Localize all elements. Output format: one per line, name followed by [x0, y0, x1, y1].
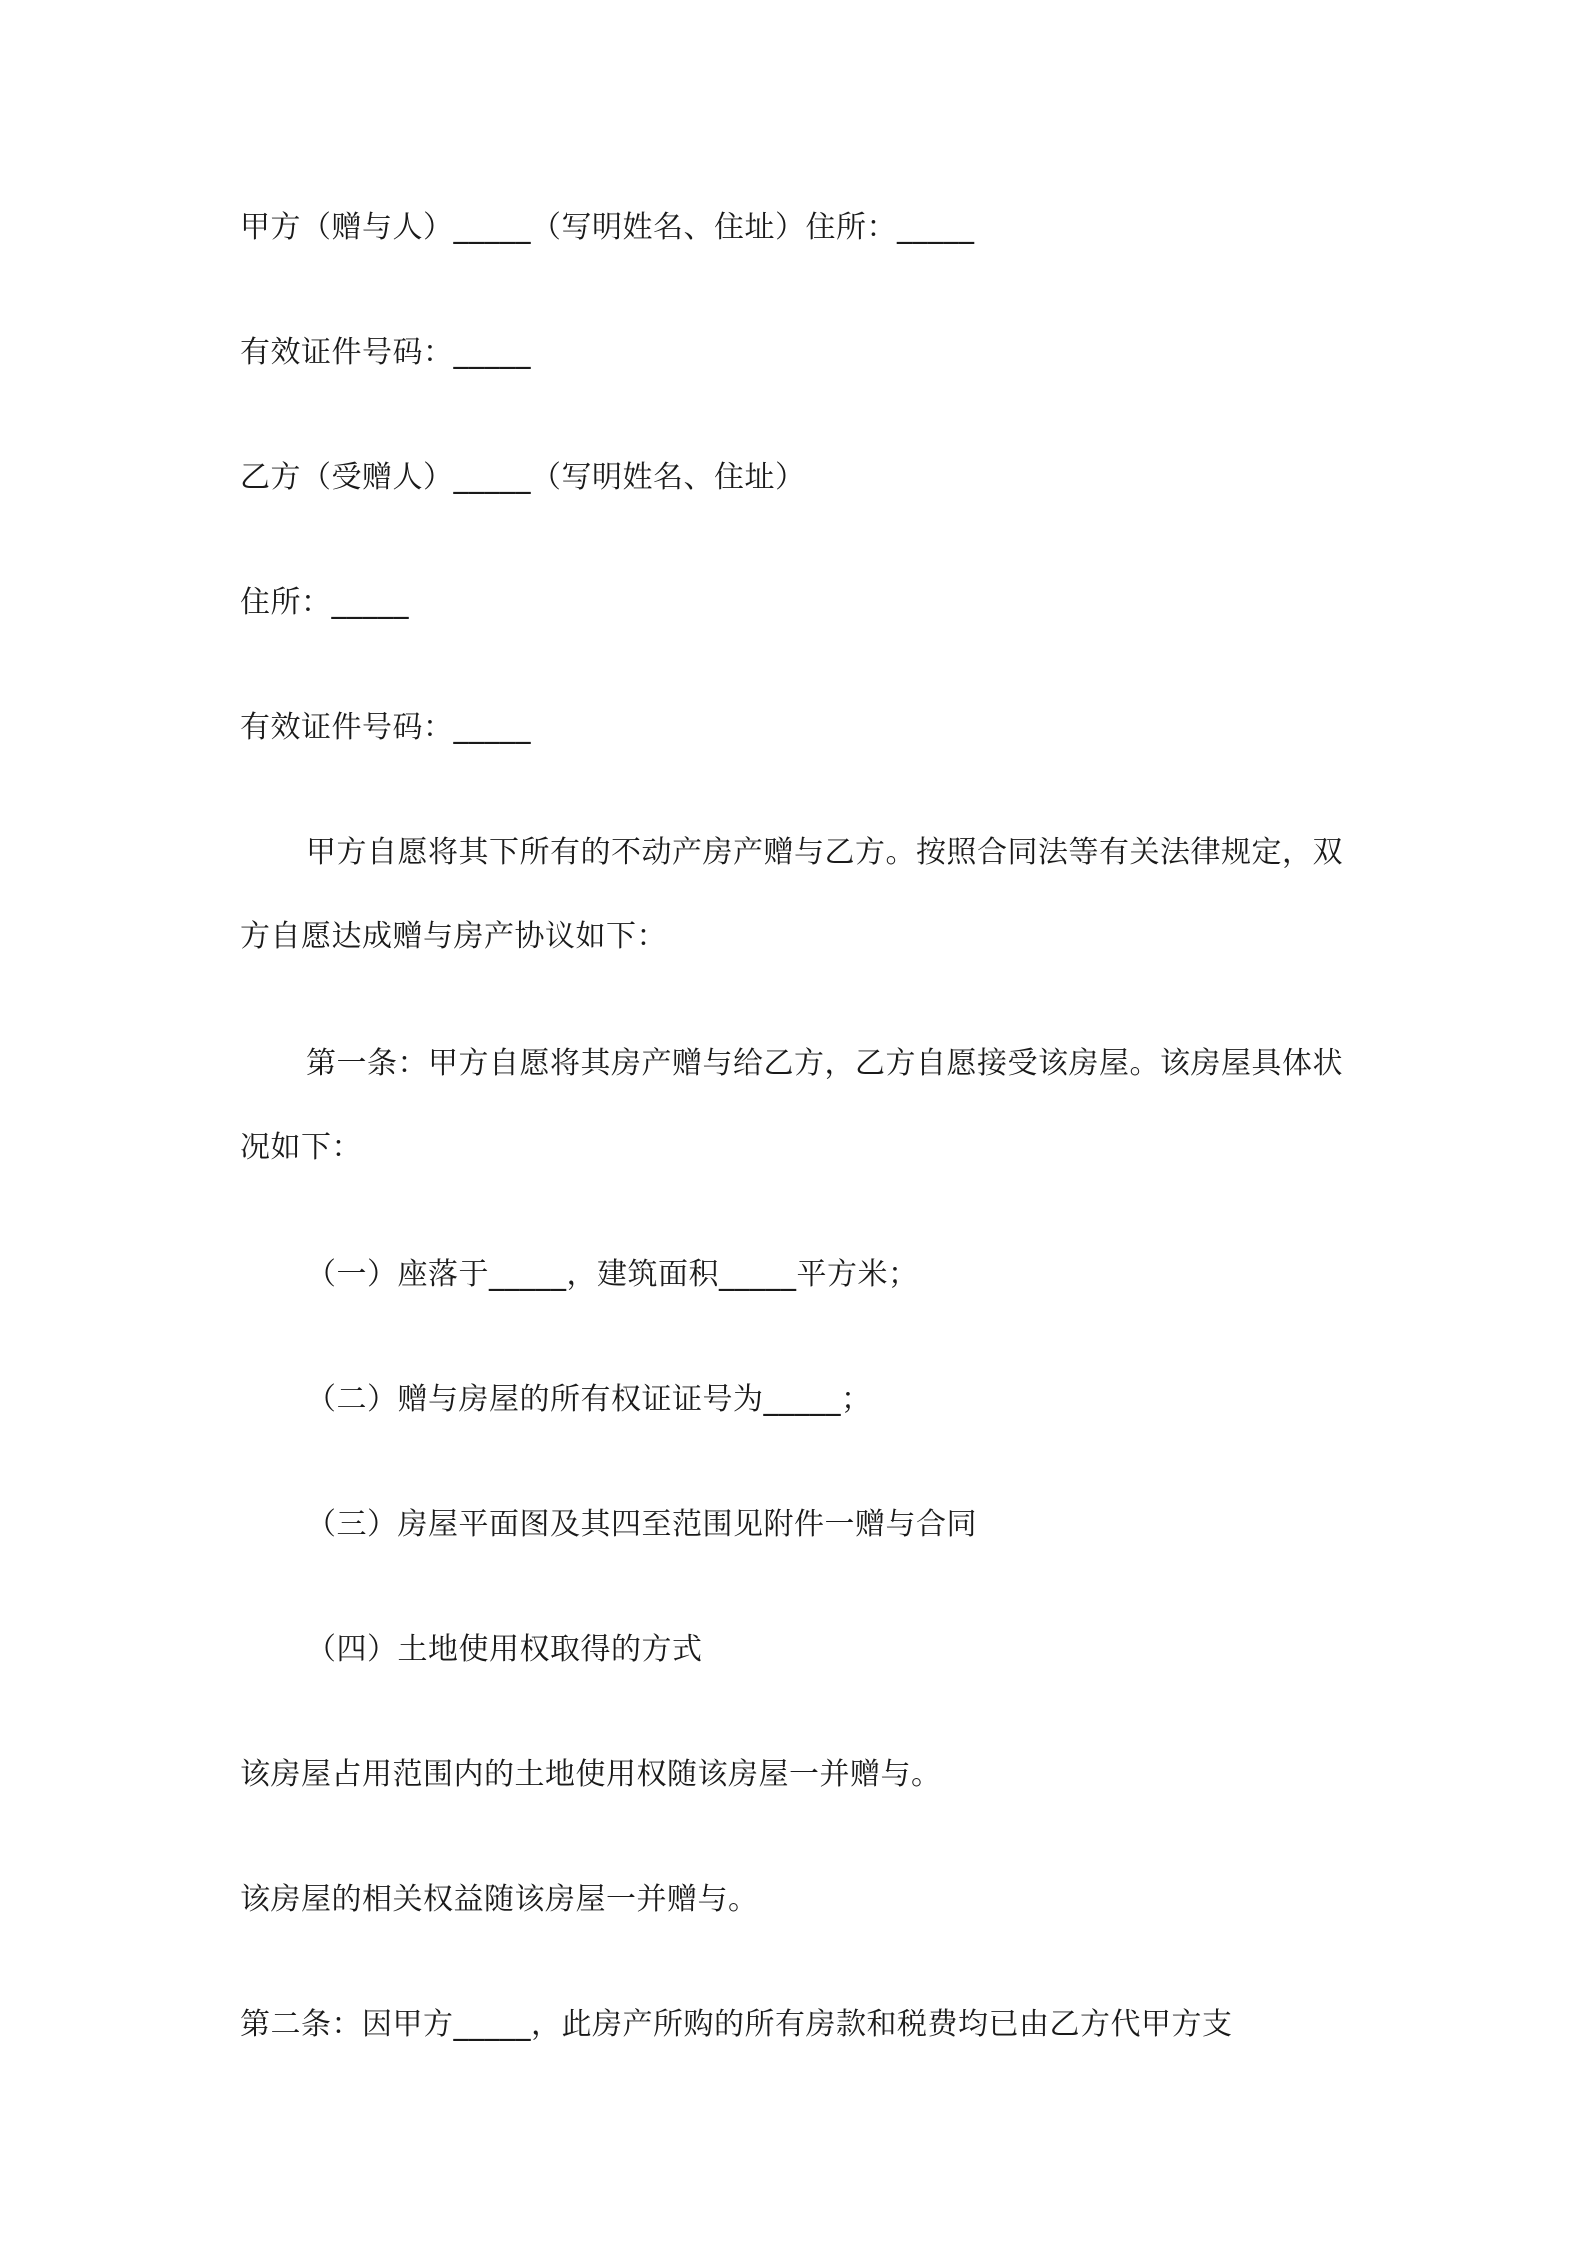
article-2: 第二条：因甲方_____，此房产所购的所有房款和税费均已由乙方代甲方支 — [240, 2007, 1233, 2042]
party-a-line: 甲方（赠与人）_____（写明姓名、住址）住所：_____ — [240, 210, 975, 245]
article-1: 第一条：甲方自愿将其房产赠与给乙方，乙方自愿接受该房屋。该房屋具体状况如下： — [240, 1046, 1343, 1165]
related-rights-paragraph: 该房屋的相关权益随该房屋一并赠与。 — [240, 1882, 759, 1917]
item-1: （一）座落于_____，建筑面积_____平方米； — [306, 1257, 919, 1292]
party-b-line: 乙方（受赠人）_____（写明姓名、住址） — [240, 460, 806, 495]
item-4: （四）土地使用权取得的方式 — [306, 1632, 703, 1667]
land-right-paragraph: 该房屋占用范围内的土地使用权随该房屋一并赠与。 — [240, 1757, 942, 1792]
intro-paragraph: 甲方自愿将其下所有的不动产房产赠与乙方。按照合同法等有关法律规定，双方自愿达成赠与房产协议如下： — [240, 835, 1343, 954]
item-2: （二）赠与房屋的所有权证证号为_____； — [306, 1382, 872, 1417]
party-b-address: 住所：_____ — [240, 585, 409, 620]
party-a-id: 有效证件号码：_____ — [240, 335, 531, 370]
item-3: （三）房屋平面图及其四至范围见附件一赠与合同 — [306, 1507, 977, 1542]
party-b-id: 有效证件号码：_____ — [240, 710, 531, 745]
